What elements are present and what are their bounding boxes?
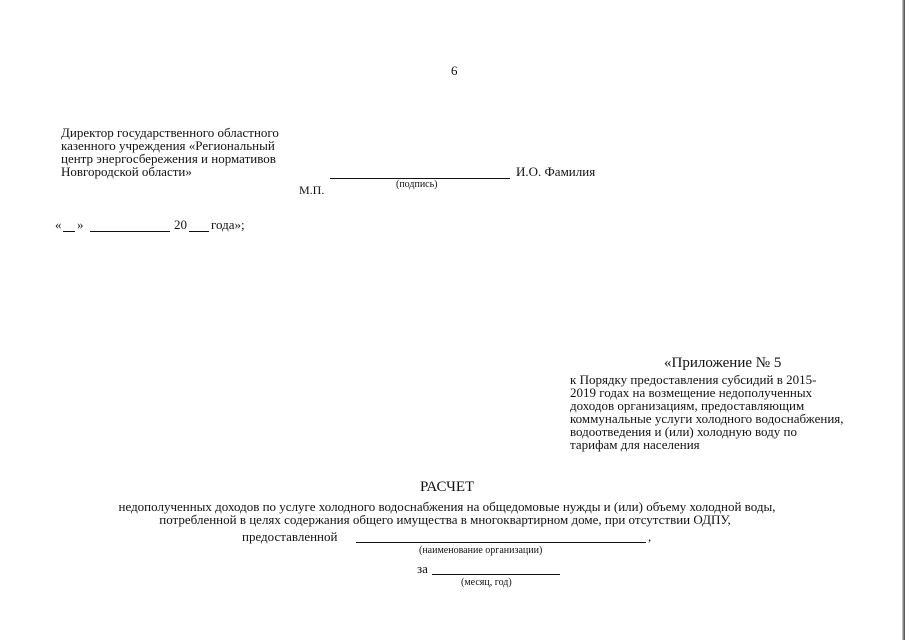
provided-comma: , xyxy=(648,529,652,544)
date-open-quote: « xyxy=(55,217,62,232)
page-number: 6 xyxy=(451,63,458,78)
director-line: центр энергосбережения и нормативов xyxy=(61,151,276,166)
date-year-blank xyxy=(189,231,209,232)
director-block xyxy=(61,126,279,178)
provided-label: предоставленной xyxy=(242,529,338,544)
period-label: за xyxy=(417,561,428,576)
appendix-line: к Порядку предоставления субсидий в 2015- xyxy=(570,372,817,387)
director-line: Новгородской области» xyxy=(61,164,192,179)
organization-caption: (наименование организации) xyxy=(419,545,543,556)
director-name: И.О. Фамилия xyxy=(516,164,596,179)
period-caption: (месяц, год) xyxy=(461,577,512,588)
date-close-quote: » xyxy=(77,217,84,232)
calculation-line-2: потребленной в целях содержания общего имущества в многоквартирном доме, при отсутствии ОДПУ, xyxy=(159,512,731,527)
date-month-blank xyxy=(90,231,170,232)
appendix-line: 2019 годах на возмещение недополученных xyxy=(570,385,813,400)
calculation-heading: РАСЧЕТ xyxy=(420,479,475,495)
organization-blank xyxy=(356,542,646,543)
appendix-block xyxy=(570,373,844,451)
period-blank xyxy=(432,574,560,575)
appendix-line: водоотведения и (или) холодную воду по xyxy=(570,424,797,439)
date-day-blank xyxy=(63,231,75,232)
date-year-prefix: 20 xyxy=(174,217,187,232)
signature-caption: (подпись) xyxy=(396,179,438,190)
director-line: Директор государственного областного xyxy=(61,125,279,140)
date-suffix: года»; xyxy=(211,217,245,232)
appendix-title: «Приложение № 5 xyxy=(664,355,782,371)
calculation-line-1: недополученных доходов по услуге холодного водоснабжения на общедомовые нужды и (или) объему холодной воды, xyxy=(118,499,776,514)
appendix-line: доходов организациям, предоставляющим xyxy=(570,398,805,413)
director-line: казенного учреждения «Региональный xyxy=(61,138,275,153)
appendix-line: коммунальные услуги холодного водоснабжения, xyxy=(570,411,844,426)
stamp-label: М.П. xyxy=(299,183,325,197)
appendix-line: тарифам для населения xyxy=(570,437,700,452)
